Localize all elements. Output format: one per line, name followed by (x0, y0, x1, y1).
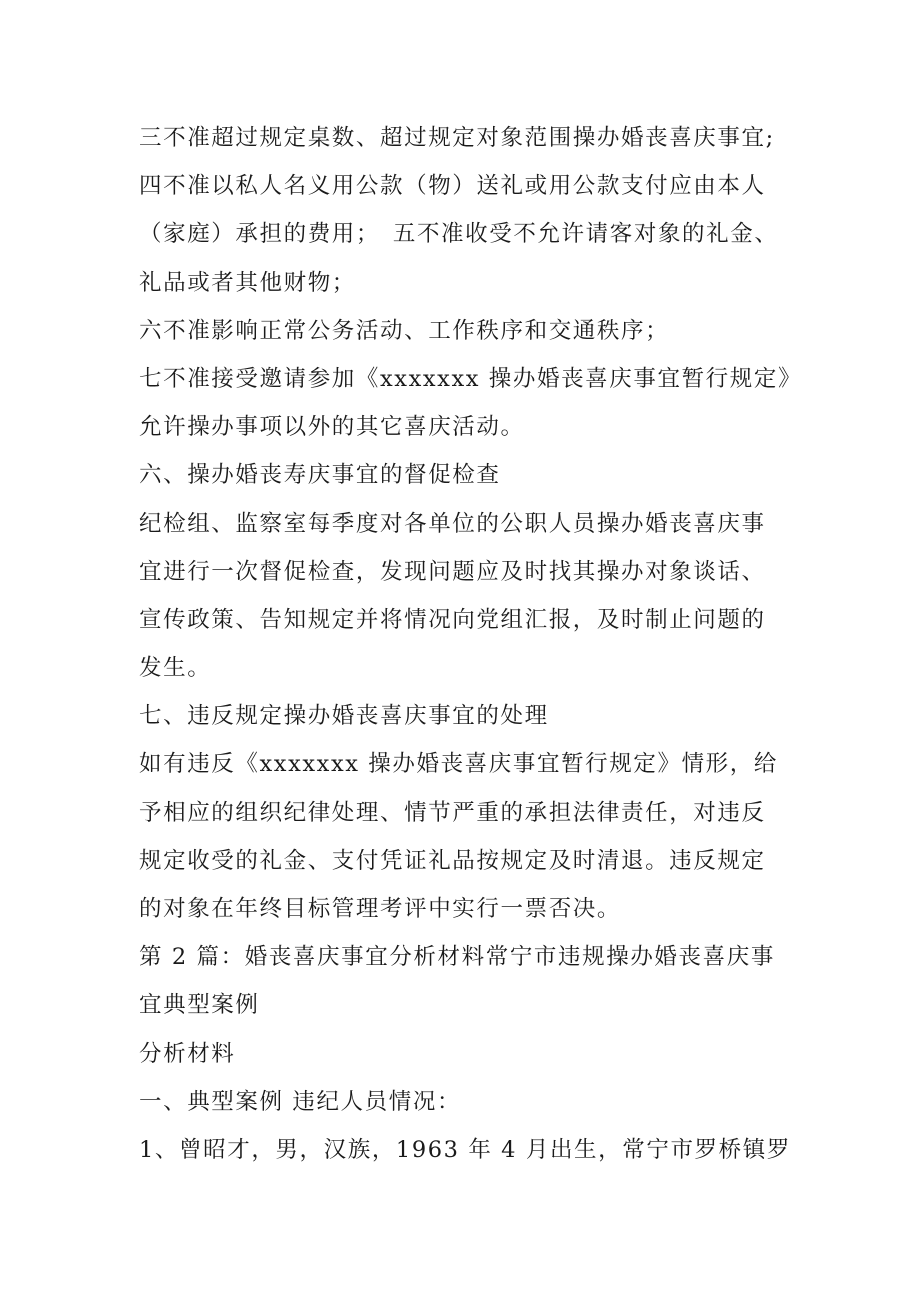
text-line: 的对象在年终目标管理考评中实行一票否决。 (139, 896, 622, 922)
text-line: 三不准超过规定桌数、超过规定对象范围操办婚丧喜庆事宜; (139, 125, 775, 151)
text-line: 分析材料 (139, 1040, 236, 1067)
text-line: （家庭）承担的费用； 五不准收受不允许请客对象的礼金、 (139, 221, 779, 248)
document-body (139, 114, 803, 1174)
chapter-title: 第 2 篇：婚丧喜庆事宜分析材料常宁市违规操办婚丧喜庆事 (139, 944, 775, 971)
text-line: 四不准以私人名义用公款（物）送礼或用公款支付应由本人 (139, 173, 766, 200)
text-line: 如有违反《xxxxxxx 操办婚丧喜庆事宜暂行规定》情形，给 (139, 751, 778, 778)
section-heading: 六、操办婚丧寿庆事宜的督促检查 (139, 462, 501, 489)
text-line: 允许操办事项以外的其它喜庆活动。 (139, 414, 525, 441)
chapter-title: 宜典型案例 (139, 992, 260, 1019)
text-line: 六不准影响正常公务活动、工作秩序和交通秩序； (139, 317, 670, 344)
text-line: 予相应的组织纪律处理、情节严重的承担法律责任，对违反 (139, 799, 766, 826)
text-line: 宣传政策、告知规定并将情况向党组汇报，及时制止问题的 (139, 606, 766, 633)
text-line: 礼品或者其他财物； (139, 269, 356, 296)
text-line: 规定收受的礼金、支付凭证礼品按规定及时清退。违反规定 (139, 847, 766, 874)
text-line: 发生。 (139, 655, 212, 682)
text-line: 七不准接受邀请参加《xxxxxxx 操办婚丧喜庆事宜暂行规定》 (139, 365, 803, 392)
text-line: 纪检组、监察室每季度对各单位的公职人员操办婚丧喜庆事 (139, 510, 766, 537)
text-line: 宜进行一次督促检查，发现问题应及时找其操办对象谈话、 (139, 558, 766, 585)
section-heading: 七、违反规定操办婚丧喜庆事宜的处理 (139, 703, 549, 730)
section-heading: 一、典型案例 违纪人员情况： (139, 1088, 462, 1115)
text-line: 1、曾昭才，男，汉族，1963 年 4 月出生，常宁市罗桥镇罗 (139, 1136, 791, 1163)
